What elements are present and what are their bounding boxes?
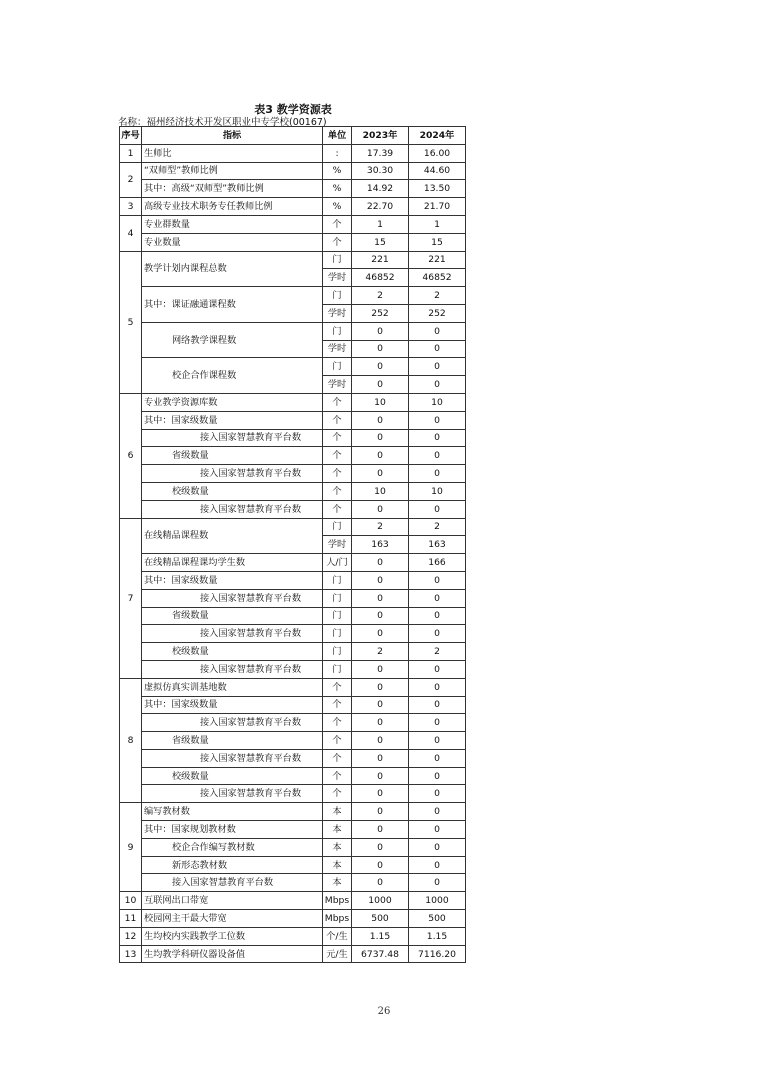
header-2024: 2024年 <box>409 127 466 145</box>
row-seq: 6 <box>120 393 142 518</box>
row-seq: 5 <box>120 251 142 393</box>
row-unit: 个/生 <box>323 927 352 945</box>
row-value-2024: 163 <box>409 536 466 554</box>
row-value-2024: 0 <box>409 803 466 821</box>
row-unit: 个 <box>323 233 352 251</box>
table-row <box>120 322 466 340</box>
row-value-2024: 0 <box>409 767 466 785</box>
row-unit: 个 <box>323 500 352 518</box>
row-seq: 10 <box>120 892 142 910</box>
header-2023: 2023年 <box>352 127 409 145</box>
row-indicator: 高级专业技术职务专任教师比例 <box>142 198 323 216</box>
row-indicator: 生均教学科研仪器设备值 <box>142 945 323 963</box>
row-value-2023: 163 <box>352 536 409 554</box>
table-row <box>120 180 466 198</box>
row-value-2024: 0 <box>409 358 466 376</box>
row-value-2023: 0 <box>352 803 409 821</box>
table-row <box>120 927 466 945</box>
row-indicator: 接入国家智慧教育平台数 <box>142 589 323 607</box>
row-indicator: 新形态教材数 <box>142 856 323 874</box>
teaching-resources-table <box>119 126 466 963</box>
row-value-2023: 1000 <box>352 892 409 910</box>
row-value-2023: 0 <box>352 571 409 589</box>
row-value-2023: 0 <box>352 625 409 643</box>
row-unit: 个 <box>323 696 352 714</box>
row-indicator: 其中：国家级数量 <box>142 571 323 589</box>
row-value-2024: 44.60 <box>409 162 466 180</box>
row-value-2024: 0 <box>409 821 466 839</box>
row-value-2023: 22.70 <box>352 198 409 216</box>
row-value-2024: 2 <box>409 643 466 661</box>
row-unit: 门 <box>323 518 352 536</box>
row-seq: 11 <box>120 910 142 928</box>
header-unit: 单位 <box>323 127 352 145</box>
row-value-2024: 1.15 <box>409 927 466 945</box>
row-value-2024: 15 <box>409 233 466 251</box>
table-title: 表3 教学资源表 <box>254 103 332 116</box>
row-unit: 学时 <box>323 340 352 358</box>
row-seq: 2 <box>120 162 142 198</box>
row-value-2024: 0 <box>409 678 466 696</box>
table-row <box>120 785 466 803</box>
table-row <box>120 411 466 429</box>
row-value-2023: 0 <box>352 589 409 607</box>
row-value-2024: 0 <box>409 625 466 643</box>
row-unit: 本 <box>323 821 352 839</box>
row-value-2023: 15 <box>352 233 409 251</box>
row-value-2024: 0 <box>409 732 466 750</box>
row-unit: 个 <box>323 482 352 500</box>
page-number: 26 <box>377 1006 391 1017</box>
row-value-2024: 0 <box>409 660 466 678</box>
row-unit: 门 <box>323 287 352 305</box>
table-row <box>120 607 466 625</box>
table-header-row <box>120 127 466 145</box>
row-value-2024: 10 <box>409 482 466 500</box>
row-value-2024: 46852 <box>409 269 466 287</box>
row-indicator: 接入国家智慧教育平台数 <box>142 500 323 518</box>
row-unit: 个 <box>323 678 352 696</box>
row-value-2023: 10 <box>352 393 409 411</box>
row-value-2024: 0 <box>409 571 466 589</box>
row-indicator: 互联网出口带宽 <box>142 892 323 910</box>
row-unit: 人/门 <box>323 554 352 572</box>
table-row <box>120 892 466 910</box>
row-value-2023: 0 <box>352 322 409 340</box>
table-row <box>120 803 466 821</box>
watermark: ​ <box>115 131 125 144</box>
row-value-2023: 0 <box>352 554 409 572</box>
table-row <box>120 874 466 892</box>
row-indicator: 校级数量 <box>142 482 323 500</box>
row-unit: 个 <box>323 732 352 750</box>
row-unit: % <box>323 162 352 180</box>
header-seq: 序号 <box>120 127 142 145</box>
row-value-2024: 2 <box>409 518 466 536</box>
row-value-2023: 0 <box>352 500 409 518</box>
row-seq: 3 <box>120 198 142 216</box>
header-indicator: 指标 <box>142 127 323 145</box>
row-unit: 个 <box>323 215 352 233</box>
row-unit: % <box>323 198 352 216</box>
table-row <box>120 215 466 233</box>
table-row <box>120 625 466 643</box>
row-value-2024: 21.70 <box>409 198 466 216</box>
table-row <box>120 856 466 874</box>
row-value-2023: 0 <box>352 340 409 358</box>
row-unit: 门 <box>323 571 352 589</box>
row-value-2023: 46852 <box>352 269 409 287</box>
row-indicator: 校企合作编写教材数 <box>142 838 323 856</box>
row-indicator: 接入国家智慧教育平台数 <box>142 874 323 892</box>
row-value-2024: 2 <box>409 287 466 305</box>
row-indicator: 接入国家智慧教育平台数 <box>142 749 323 767</box>
row-unit: 个 <box>323 767 352 785</box>
table-row <box>120 393 466 411</box>
row-unit: : <box>323 144 352 162</box>
row-unit: 个 <box>323 749 352 767</box>
table-row <box>120 287 466 305</box>
row-value-2024: 0 <box>409 429 466 447</box>
row-unit: 门 <box>323 358 352 376</box>
row-value-2023: 2 <box>352 287 409 305</box>
row-value-2023: 500 <box>352 910 409 928</box>
row-value-2024: 0 <box>409 607 466 625</box>
row-value-2023: 10 <box>352 482 409 500</box>
row-indicator: 虚拟仿真实训基地数 <box>142 678 323 696</box>
row-value-2023: 0 <box>352 376 409 394</box>
row-indicator: 校园网主干最大带宽 <box>142 910 323 928</box>
row-unit: 个 <box>323 393 352 411</box>
row-value-2024: 0 <box>409 500 466 518</box>
row-value-2023: 14.92 <box>352 180 409 198</box>
row-indicator: 省级数量 <box>142 447 323 465</box>
row-value-2023: 252 <box>352 304 409 322</box>
row-indicator: 校级数量 <box>142 643 323 661</box>
row-value-2023: 0 <box>352 411 409 429</box>
row-unit: 本 <box>323 803 352 821</box>
row-value-2023: 0 <box>352 749 409 767</box>
row-unit: 学时 <box>323 304 352 322</box>
row-value-2024: 0 <box>409 749 466 767</box>
row-value-2024: 166 <box>409 554 466 572</box>
row-indicator: 在线精品课程课均学生数 <box>142 554 323 572</box>
row-indicator: 其中：课证融通课程数 <box>142 287 323 323</box>
row-indicator: 接入国家智慧教育平台数 <box>142 660 323 678</box>
row-value-2024: 0 <box>409 714 466 732</box>
row-value-2023: 0 <box>352 856 409 874</box>
row-indicator: 专业群数量 <box>142 215 323 233</box>
row-unit: 门 <box>323 643 352 661</box>
row-value-2024: 0 <box>409 322 466 340</box>
table-body <box>120 144 466 963</box>
table-row <box>120 643 466 661</box>
row-unit: 个 <box>323 714 352 732</box>
row-value-2023: 1 <box>352 215 409 233</box>
row-unit: 个 <box>323 447 352 465</box>
row-value-2024: 0 <box>409 465 466 483</box>
row-indicator: 接入国家智慧教育平台数 <box>142 429 323 447</box>
row-value-2023: 0 <box>352 429 409 447</box>
row-value-2023: 17.39 <box>352 144 409 162</box>
row-value-2024: 7116.20 <box>409 945 466 963</box>
row-unit: 门 <box>323 607 352 625</box>
table-row <box>120 144 466 162</box>
row-indicator: 接入国家智慧教育平台数 <box>142 785 323 803</box>
table-row <box>120 660 466 678</box>
row-value-2024: 0 <box>409 340 466 358</box>
row-value-2024: 0 <box>409 696 466 714</box>
row-unit: 本 <box>323 856 352 874</box>
row-value-2024: 0 <box>409 589 466 607</box>
table-row <box>120 429 466 447</box>
table-row <box>120 482 466 500</box>
table-row <box>120 571 466 589</box>
row-unit: Mbps <box>323 892 352 910</box>
table-row <box>120 233 466 251</box>
row-value-2023: 0 <box>352 767 409 785</box>
row-indicator: 教学计划内课程总数 <box>142 251 323 287</box>
row-unit: 个 <box>323 465 352 483</box>
row-unit: 本 <box>323 874 352 892</box>
row-value-2023: 0 <box>352 821 409 839</box>
table-row <box>120 358 466 376</box>
row-value-2023: 0 <box>352 838 409 856</box>
row-value-2023: 0 <box>352 607 409 625</box>
table-row <box>120 714 466 732</box>
row-value-2024: 221 <box>409 251 466 269</box>
row-indicator: 其中：国家级数量 <box>142 696 323 714</box>
row-value-2023: 0 <box>352 678 409 696</box>
row-value-2024: 1000 <box>409 892 466 910</box>
row-indicator: 其中：国家规划教材数 <box>142 821 323 839</box>
row-value-2023: 0 <box>352 358 409 376</box>
row-indicator: 其中：高级“双师型”教师比例 <box>142 180 323 198</box>
row-value-2024: 13.50 <box>409 180 466 198</box>
row-unit: 元/生 <box>323 945 352 963</box>
table-row <box>120 678 466 696</box>
row-unit: % <box>323 180 352 198</box>
row-indicator: 省级数量 <box>142 732 323 750</box>
row-unit: 学时 <box>323 269 352 287</box>
table-row <box>120 838 466 856</box>
row-value-2024: 0 <box>409 856 466 874</box>
row-value-2024: 500 <box>409 910 466 928</box>
row-indicator: 接入国家智慧教育平台数 <box>142 625 323 643</box>
table-row <box>120 945 466 963</box>
row-value-2023: 221 <box>352 251 409 269</box>
table-row <box>120 767 466 785</box>
row-unit: 门 <box>323 322 352 340</box>
row-indicator: 网络教学课程数 <box>142 322 323 358</box>
row-unit: Mbps <box>323 910 352 928</box>
row-value-2024: 0 <box>409 411 466 429</box>
table-row <box>120 198 466 216</box>
row-value-2024: 10 <box>409 393 466 411</box>
row-value-2024: 0 <box>409 447 466 465</box>
table-subtitle: 名称：福州经济技术开发区职业中专学校(00167) <box>118 117 327 128</box>
table-row <box>120 465 466 483</box>
table-row <box>120 518 466 536</box>
table-row <box>120 749 466 767</box>
row-value-2023: 2 <box>352 643 409 661</box>
row-indicator: 专业数量 <box>142 233 323 251</box>
row-value-2024: 0 <box>409 838 466 856</box>
row-seq: 13 <box>120 945 142 963</box>
table-row <box>120 447 466 465</box>
row-indicator: 校级数量 <box>142 767 323 785</box>
row-unit: 个 <box>323 429 352 447</box>
row-indicator: 省级数量 <box>142 607 323 625</box>
row-value-2023: 0 <box>352 732 409 750</box>
row-unit: 学时 <box>323 536 352 554</box>
row-unit: 门 <box>323 660 352 678</box>
row-value-2024: 1 <box>409 215 466 233</box>
row-value-2023: 0 <box>352 874 409 892</box>
row-unit: 个 <box>323 785 352 803</box>
row-indicator: 校企合作课程数 <box>142 358 323 394</box>
table-row <box>120 732 466 750</box>
row-indicator: 接入国家智慧教育平台数 <box>142 714 323 732</box>
table-row <box>120 251 466 269</box>
row-unit: 本 <box>323 838 352 856</box>
table-row <box>120 589 466 607</box>
table-row <box>120 162 466 180</box>
row-seq: 4 <box>120 215 142 251</box>
row-seq: 7 <box>120 518 142 678</box>
row-unit: 门 <box>323 589 352 607</box>
row-value-2024: 252 <box>409 304 466 322</box>
row-indicator: 生均校内实践教学工位数 <box>142 927 323 945</box>
row-indicator: 在线精品课程数 <box>142 518 323 554</box>
row-value-2024: 0 <box>409 874 466 892</box>
row-unit: 个 <box>323 411 352 429</box>
row-indicator: 接入国家智慧教育平台数 <box>142 465 323 483</box>
row-indicator: 编写教材数 <box>142 803 323 821</box>
row-value-2024: 0 <box>409 376 466 394</box>
row-indicator: 其中：国家级数量 <box>142 411 323 429</box>
row-value-2023: 0 <box>352 714 409 732</box>
row-value-2023: 0 <box>352 660 409 678</box>
row-unit: 学时 <box>323 376 352 394</box>
table-row <box>120 821 466 839</box>
row-value-2023: 6737.48 <box>352 945 409 963</box>
row-value-2024: 0 <box>409 785 466 803</box>
table-row <box>120 696 466 714</box>
row-value-2023: 0 <box>352 447 409 465</box>
table-row <box>120 910 466 928</box>
row-indicator: 专业教学资源库数 <box>142 393 323 411</box>
row-unit: 门 <box>323 625 352 643</box>
row-value-2023: 2 <box>352 518 409 536</box>
row-seq: 9 <box>120 803 142 892</box>
row-value-2023: 30.30 <box>352 162 409 180</box>
row-seq: 1 <box>120 144 142 162</box>
row-seq: 12 <box>120 927 142 945</box>
row-indicator: 生师比 <box>142 144 323 162</box>
row-unit: 门 <box>323 251 352 269</box>
row-indicator: “双师型”教师比例 <box>142 162 323 180</box>
row-value-2023: 0 <box>352 465 409 483</box>
row-seq: 8 <box>120 678 142 803</box>
row-value-2023: 0 <box>352 696 409 714</box>
table-row <box>120 500 466 518</box>
row-value-2023: 0 <box>352 785 409 803</box>
table-row <box>120 554 466 572</box>
row-value-2023: 1.15 <box>352 927 409 945</box>
row-value-2024: 16.00 <box>409 144 466 162</box>
